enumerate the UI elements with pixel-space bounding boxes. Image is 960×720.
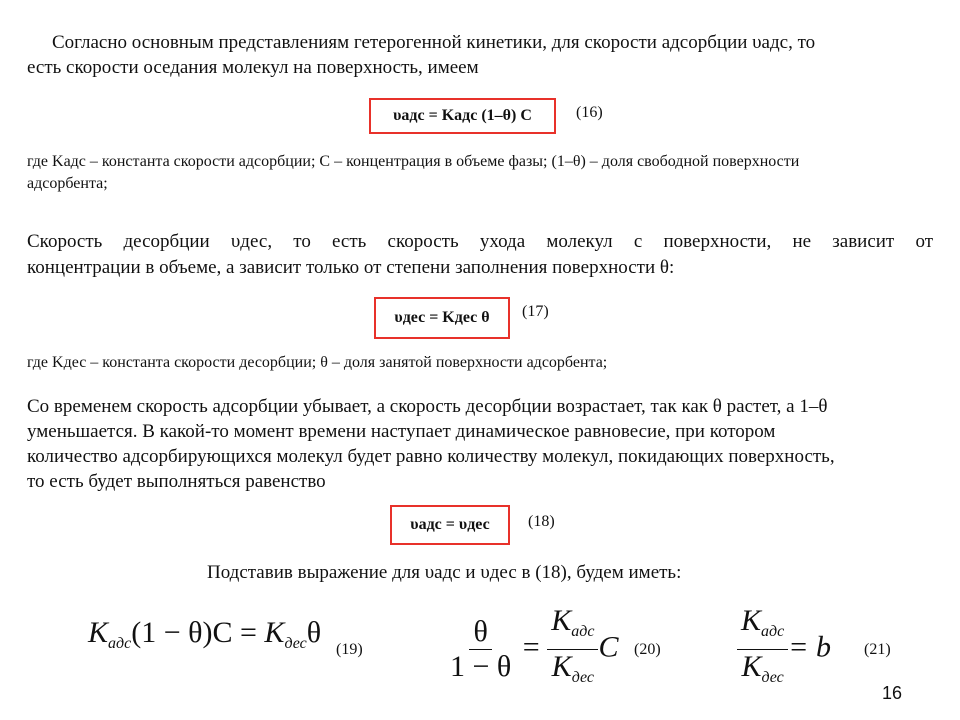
equation-17-number: (17) bbox=[522, 303, 549, 320]
equation-21 bbox=[737, 604, 831, 695]
definition-17: где Kдес – константа скорости десорбции; θ – доля занятой поверхности адсорбента; bbox=[27, 354, 608, 371]
eq21-numerator bbox=[737, 604, 788, 650]
definition-16-line-1: где Kадс – константа скорости адсорбции; C – концентрация в объеме фазы; (1–θ) – доля свободной поверхности bbox=[27, 153, 800, 170]
eq19-k-des: K bbox=[264, 616, 285, 649]
equation-18-number: (18) bbox=[528, 513, 555, 530]
eq19-k-ads-sub: адс bbox=[108, 635, 132, 652]
equilibrium-line-1: Со временем скорость адсорбции убывает, а скорость десорбции возрастает, так как θ растет, а 1–θ bbox=[27, 396, 828, 417]
equilibrium-line-3: количество адсорбирующихся молекул будет равно количеству молекул, покидающих поверхность, bbox=[27, 446, 835, 467]
eq20-k-des: K bbox=[551, 650, 572, 683]
eq20-right-fraction bbox=[547, 604, 598, 695]
eq19-k-des-sub: дес bbox=[284, 635, 307, 652]
equation-18-box bbox=[390, 505, 510, 545]
eq20-k-ads-sub: адс bbox=[571, 623, 595, 640]
equation-18-formula: υадс = υдес bbox=[410, 516, 490, 533]
definition-16-line-2: адсорбента; bbox=[27, 175, 108, 192]
eq20-left-fraction bbox=[446, 615, 515, 684]
equation-17-formula: υдес = Kдес θ bbox=[394, 309, 490, 326]
eq20-k-ads: K bbox=[551, 604, 572, 637]
equation-16-formula: υадс = Kадс (1–θ) C bbox=[393, 107, 532, 124]
eq21-k-des: K bbox=[741, 650, 762, 683]
intro-line-1: Согласно основным представлениям гетерогенной кинетики, для скорости адсорбции υадс, то bbox=[52, 32, 816, 53]
eq19-middle: (1 − θ)C = bbox=[131, 616, 265, 649]
eq19-theta: θ bbox=[306, 616, 322, 649]
equation-20 bbox=[446, 604, 618, 695]
eq19-k-ads: K bbox=[88, 616, 109, 649]
equation-21-number: (21) bbox=[864, 641, 891, 658]
equation-17-box bbox=[374, 297, 510, 339]
eq21-k-des-sub: дес bbox=[761, 669, 784, 686]
equation-16-number: (16) bbox=[576, 104, 603, 121]
substitution-sentence: Подставив выражение для υадс и υдес в (18), будем иметь: bbox=[207, 562, 682, 583]
page-number: 16 bbox=[881, 683, 902, 703]
eq20-equals: = bbox=[522, 630, 540, 664]
eq21-k-ads-sub: адс bbox=[761, 623, 785, 640]
eq21-fraction bbox=[737, 604, 788, 695]
eq20-right-denominator bbox=[548, 650, 598, 695]
equation-19 bbox=[88, 616, 321, 653]
equilibrium-line-4: то есть будет выполняться равенство bbox=[27, 471, 326, 492]
eq20-left-denominator: 1 − θ bbox=[450, 650, 512, 683]
equation-16-box bbox=[369, 98, 556, 134]
eq20-left-numerator: θ bbox=[469, 615, 491, 650]
eq21-tail: = b bbox=[788, 630, 831, 664]
eq20-c: C bbox=[598, 630, 619, 664]
desorption-line-1: Скорость десорбции υдес, то есть скорость ухода молекул с поверхности, не зависит от bbox=[27, 231, 933, 252]
eq20-k-des-sub: дес bbox=[571, 669, 594, 686]
eq20-right-numerator bbox=[547, 604, 598, 650]
equation-20-number: (20) bbox=[634, 641, 661, 658]
eq21-denominator bbox=[737, 650, 787, 695]
desorption-line-2: концентрации в объеме, а зависит только от степени заполнения поверхности θ: bbox=[27, 257, 675, 278]
eq21-k-ads: K bbox=[741, 604, 762, 637]
equation-19-number: (19) bbox=[336, 641, 363, 658]
intro-line-2: есть скорости оседания молекул на поверхность, имеем bbox=[27, 57, 479, 78]
equilibrium-line-2: уменьшается. В какой-то момент времени наступает динамическое равновесие, при котором bbox=[27, 421, 776, 442]
